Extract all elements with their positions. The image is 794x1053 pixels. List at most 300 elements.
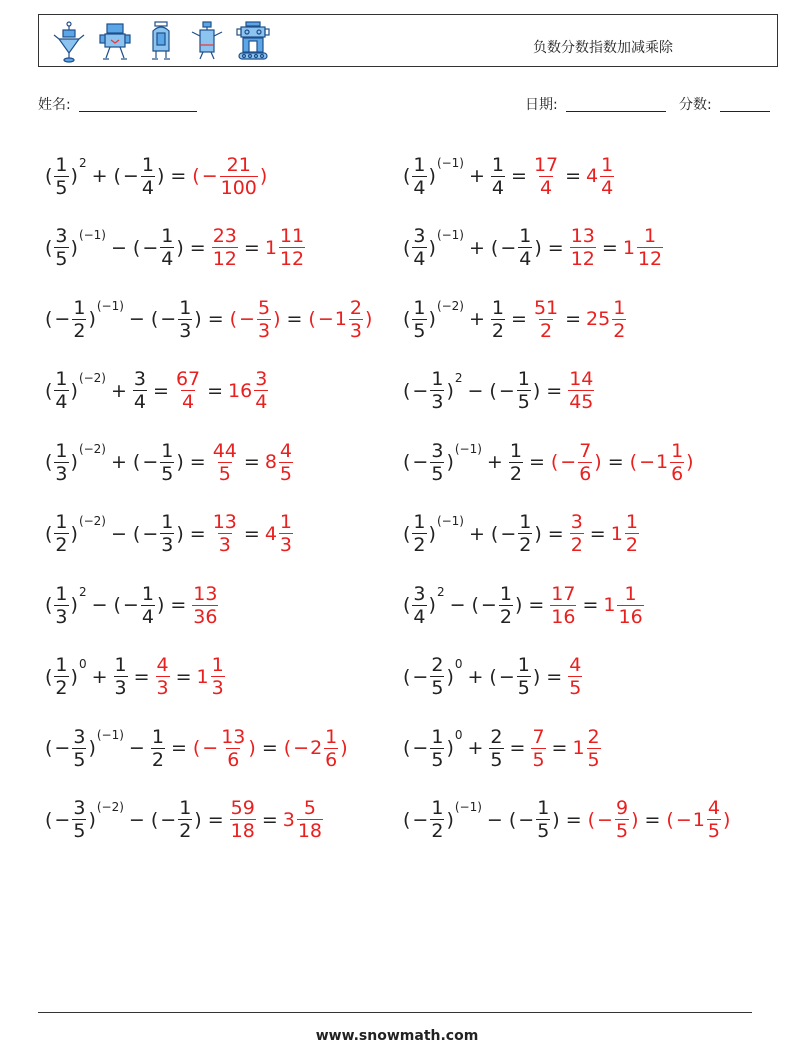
base-term — [132, 440, 185, 485]
denominator: 4 — [181, 391, 195, 413]
paren-close: ) — [70, 236, 78, 259]
denominator: 2 — [55, 534, 68, 556]
paren-close: ) — [248, 737, 256, 759]
operator: − — [111, 522, 127, 545]
denominator: 2 — [179, 820, 192, 842]
fraction-term — [490, 154, 506, 199]
base-term — [402, 654, 455, 699]
robot-icon-3 — [141, 19, 181, 63]
denominator: 5 — [431, 462, 444, 485]
problem-5 — [44, 289, 373, 349]
denominator: 5 — [490, 748, 503, 771]
operator: + — [111, 379, 127, 402]
operator: = — [175, 665, 192, 688]
fraction — [587, 726, 601, 771]
denominator: 3 — [279, 534, 292, 556]
answer-term — [623, 225, 664, 270]
denominator: 6 — [325, 748, 338, 771]
operator: = — [207, 379, 224, 402]
minus-sign: − — [122, 165, 139, 187]
paren-close: ) — [534, 522, 542, 545]
paren-close: ) — [532, 665, 541, 688]
answer-term — [229, 297, 282, 342]
base-term — [508, 797, 561, 842]
operator: = — [207, 308, 224, 330]
answer-term — [587, 797, 640, 842]
minus-sign: − — [412, 808, 429, 831]
fraction — [192, 583, 218, 628]
answer-term — [572, 726, 601, 771]
denominator: 5 — [517, 677, 530, 699]
fraction — [533, 297, 559, 342]
operator: = — [528, 451, 545, 473]
problem-7 — [44, 361, 269, 421]
fraction — [570, 511, 584, 556]
paren-open: ( — [45, 522, 53, 545]
denominator: 4 — [255, 391, 268, 413]
denominator: 5 — [707, 820, 720, 842]
paren-close: ) — [686, 451, 694, 473]
paren-close: ) — [446, 737, 454, 759]
numerator: 14 — [569, 368, 594, 390]
operator: = — [547, 522, 564, 545]
fraction — [54, 511, 68, 556]
paren-close: ) — [194, 808, 202, 831]
denominator: 6 — [671, 462, 684, 485]
exponent: 2 — [436, 585, 445, 599]
denominator: 12 — [279, 248, 305, 270]
numerator: 1 — [55, 439, 68, 462]
numerator: 4 — [707, 797, 720, 819]
denominator: 12 — [212, 248, 237, 270]
fraction — [279, 440, 293, 485]
paren-open: ( — [45, 379, 53, 402]
answer-term — [665, 797, 731, 842]
paren-close: ) — [88, 308, 96, 330]
denominator: 4 — [161, 248, 174, 270]
denominator: 2 — [509, 462, 522, 485]
paren-open: ( — [471, 594, 479, 616]
minus-sign: − — [54, 808, 71, 831]
fraction — [430, 726, 444, 771]
denominator: 5 — [279, 462, 292, 485]
denominator: 3 — [349, 319, 362, 342]
minus-sign: − — [498, 379, 515, 402]
numerator: 1 — [643, 225, 657, 247]
minus-sign: − — [412, 737, 429, 759]
exponent: (−2) — [78, 513, 106, 528]
denominator: 2 — [151, 748, 164, 771]
answer-term — [211, 440, 239, 485]
operator: = — [511, 308, 527, 330]
minus-sign: − — [142, 236, 159, 259]
base-term — [44, 297, 97, 342]
denominator: 5 — [55, 176, 68, 199]
whole-number: 16 — [228, 379, 253, 402]
base-term — [402, 511, 437, 556]
numerator: 4 — [279, 439, 292, 462]
operator: = — [582, 594, 599, 616]
answer-term — [603, 583, 644, 628]
answer-term — [211, 511, 239, 556]
base-term — [402, 440, 455, 485]
answer-term — [265, 225, 306, 270]
numerator: 1 — [509, 439, 522, 462]
numerator: 51 — [533, 296, 559, 319]
denominator: 18 — [297, 820, 323, 842]
paren-open: ( — [132, 522, 141, 545]
fraction — [212, 225, 238, 270]
numerator: 1 — [431, 725, 444, 748]
numerator: 1 — [114, 654, 127, 676]
exponent: (−2) — [96, 799, 124, 814]
numerator: 1 — [519, 225, 532, 247]
fraction — [72, 797, 86, 842]
paren-open: ( — [192, 737, 201, 759]
minus-sign: − — [293, 737, 310, 759]
minus-sign: − — [412, 451, 429, 473]
exponent: 0 — [454, 656, 463, 671]
denominator: 2 — [73, 319, 86, 342]
fraction — [54, 368, 68, 413]
fraction-term — [488, 726, 504, 771]
base-term — [44, 654, 79, 699]
paren-open: ( — [132, 451, 141, 473]
denominator: 4 — [141, 605, 154, 628]
paren-close: ) — [428, 594, 436, 616]
problem-11 — [44, 504, 294, 564]
paren-open: ( — [45, 737, 53, 759]
fraction — [230, 797, 256, 842]
numerator: 2 — [349, 296, 362, 319]
paren-open: ( — [308, 308, 316, 330]
minus-sign: − — [500, 522, 517, 545]
operator: + — [467, 665, 484, 688]
answer-term — [192, 726, 257, 771]
base-term — [44, 726, 97, 771]
score-label: 分数: — [679, 97, 712, 113]
whole-number: 1 — [603, 594, 616, 616]
paren-close: ) — [273, 308, 281, 330]
fraction — [412, 154, 426, 199]
problem-14 — [402, 575, 645, 635]
paren-open: ( — [403, 665, 411, 688]
fraction-term — [490, 297, 506, 342]
whole-number: 1 — [572, 737, 585, 759]
numerator: 1 — [179, 797, 192, 819]
base-term — [113, 154, 166, 199]
exponent: (−1) — [96, 728, 124, 742]
numerator: 1 — [325, 725, 338, 748]
operator: = — [153, 379, 169, 402]
operator: = — [511, 165, 527, 187]
problem-13 — [44, 575, 219, 635]
fraction — [160, 440, 174, 485]
fraction — [518, 225, 532, 270]
paren-open: ( — [403, 236, 411, 259]
paren-open: ( — [45, 236, 53, 259]
denominator: 4 — [141, 176, 154, 199]
fraction — [533, 154, 559, 199]
denominator: 45 — [569, 391, 594, 413]
minus-sign: − — [597, 808, 613, 831]
operator: − — [128, 308, 145, 330]
numerator: 1 — [55, 582, 68, 605]
score-blank[interactable] — [720, 97, 770, 112]
base-term — [402, 583, 437, 628]
score-field[interactable] — [679, 94, 770, 114]
fraction — [517, 368, 531, 413]
paren-open: ( — [403, 451, 411, 473]
paren-close: ) — [88, 737, 96, 759]
fraction — [568, 368, 594, 413]
operator: = — [565, 308, 582, 330]
minus-sign: − — [412, 379, 429, 402]
paren-open: ( — [45, 451, 53, 473]
fraction — [568, 654, 582, 699]
header-box — [38, 14, 778, 67]
operator: = — [546, 665, 563, 688]
base-term — [44, 368, 79, 413]
fraction — [518, 511, 532, 556]
whole-number: 1 — [264, 236, 277, 259]
denominator: 5 — [431, 677, 444, 699]
numerator: 3 — [413, 582, 426, 605]
name-blank[interactable] — [79, 97, 197, 112]
paren-close: ) — [70, 451, 78, 473]
fraction — [151, 726, 165, 771]
denominator: 5 — [413, 319, 426, 342]
denominator: 12 — [637, 248, 663, 270]
paren-open: ( — [45, 594, 53, 616]
answer-term — [569, 225, 597, 270]
numerator: 4 — [569, 654, 582, 676]
numerator: 1 — [161, 225, 174, 247]
numerator: 17 — [533, 153, 559, 176]
answer-term — [307, 297, 373, 342]
base-term — [402, 797, 455, 842]
exponent: (−2) — [78, 370, 106, 385]
numerator: 1 — [55, 368, 68, 390]
denominator: 5 — [537, 820, 550, 842]
denominator: 5 — [73, 748, 86, 771]
paren-close: ) — [340, 737, 348, 759]
paren-open: ( — [490, 236, 499, 259]
answer-term — [532, 297, 560, 342]
base-term — [44, 511, 79, 556]
denominator: 2 — [55, 677, 68, 699]
minus-sign: − — [412, 665, 429, 688]
fraction — [489, 726, 503, 771]
paren-close: ) — [259, 165, 268, 187]
denominator: 3 — [114, 677, 127, 699]
whole-number: 8 — [264, 451, 277, 473]
numerator: 1 — [211, 654, 224, 676]
numerator: 1 — [73, 296, 86, 319]
numerator: 1 — [413, 511, 426, 533]
robot-icon-2 — [95, 19, 135, 63]
exponent: (−1) — [454, 799, 482, 814]
fraction — [430, 654, 444, 699]
numerator: 7 — [579, 439, 592, 462]
exponent: (−1) — [436, 513, 464, 528]
fraction — [133, 368, 147, 413]
minus-sign: − — [201, 165, 218, 187]
problem-19 — [44, 790, 324, 850]
denominator: 2 — [625, 534, 638, 556]
denominator: 5 — [431, 748, 444, 771]
paren-open: ( — [45, 308, 53, 330]
denominator: 6 — [579, 462, 592, 485]
operator: = — [565, 808, 582, 831]
denominator: 3 — [211, 677, 224, 699]
numerator: 67 — [175, 368, 201, 390]
fraction — [612, 297, 626, 342]
fraction — [54, 154, 68, 199]
minus-sign: − — [239, 308, 255, 330]
robot-icon-1 — [49, 19, 89, 63]
numerator: 7 — [532, 725, 545, 748]
answer-term — [197, 654, 226, 699]
whole-number: 1 — [334, 308, 347, 330]
whole-number: 2 — [310, 737, 323, 759]
minus-sign: − — [498, 665, 515, 688]
exponent: (−1) — [454, 442, 482, 456]
fraction — [430, 440, 444, 485]
fraction-term — [508, 440, 524, 485]
operator: + — [91, 665, 108, 688]
worksheet-title: 负数分数指数加减乘除 — [533, 40, 673, 56]
denominator: 5 — [587, 748, 600, 771]
paren-close: ) — [70, 594, 78, 616]
paren-open: ( — [490, 522, 499, 545]
answer-term — [530, 726, 546, 771]
denominator: 3 — [156, 677, 169, 699]
base-term — [402, 154, 437, 199]
denominator: 3 — [55, 605, 68, 628]
fraction — [412, 297, 426, 342]
denominator: 12 — [570, 248, 595, 270]
base-term — [44, 440, 79, 485]
base-term — [402, 225, 437, 270]
paren-close: ) — [176, 236, 184, 259]
paren-open: ( — [489, 665, 497, 688]
minus-sign: − — [160, 808, 177, 831]
paren-open: ( — [403, 522, 411, 545]
operator: = — [170, 594, 187, 616]
minus-sign: − — [675, 808, 692, 831]
numerator: 1 — [141, 582, 154, 605]
denominator: 5 — [73, 820, 86, 842]
problem-9 — [44, 432, 294, 492]
operator: = — [133, 665, 150, 688]
numerator: 1 — [413, 296, 426, 319]
paren-open: ( — [666, 808, 674, 831]
exponent: 2 — [454, 370, 463, 385]
answer-term — [228, 368, 269, 413]
answer-term — [191, 154, 268, 199]
fraction — [114, 654, 128, 699]
problem-18 — [402, 718, 602, 778]
fraction — [279, 225, 305, 270]
fraction — [160, 225, 174, 270]
minus-sign: − — [317, 308, 334, 330]
numerator: 13 — [212, 511, 237, 533]
problem-16 — [402, 647, 583, 707]
paren-close: ) — [364, 308, 373, 330]
fraction — [212, 440, 238, 485]
operator: + — [91, 165, 108, 187]
operator: = — [243, 451, 260, 473]
operator: = — [189, 451, 206, 473]
numerator: 1 — [491, 153, 505, 176]
whole-number: 4 — [264, 522, 277, 545]
fraction — [509, 440, 523, 485]
paren-close: ) — [594, 451, 602, 473]
minus-sign: − — [54, 737, 71, 759]
whole-number: 25 — [586, 308, 611, 330]
problem-1 — [44, 146, 268, 206]
footer-site: www.snowmath.com — [315, 1028, 479, 1044]
fraction — [491, 297, 505, 342]
numerator: 44 — [212, 439, 237, 462]
minus-sign: − — [560, 451, 577, 473]
whole-number: 3 — [282, 808, 295, 831]
numerator: 3 — [133, 368, 147, 390]
paren-open: ( — [150, 308, 159, 330]
numerator: 3 — [55, 225, 68, 247]
numerator: 21 — [226, 153, 251, 176]
operator: = — [189, 522, 206, 545]
fraction — [220, 726, 246, 771]
operator: + — [486, 451, 503, 473]
fraction — [600, 154, 614, 199]
numerator: 3 — [73, 797, 86, 819]
paren-close: ) — [552, 808, 560, 831]
denominator: 2 — [519, 534, 532, 556]
problem-15 — [44, 647, 226, 707]
denominator: 100 — [220, 176, 257, 199]
paren-close: ) — [722, 808, 731, 831]
fraction — [297, 797, 323, 842]
paren-close: ) — [428, 165, 436, 187]
numerator: 1 — [491, 296, 505, 319]
name-field[interactable] — [38, 94, 197, 114]
problem-4 — [402, 218, 664, 278]
problem-17 — [44, 718, 349, 778]
fraction-term — [113, 654, 129, 699]
date-field[interactable] — [525, 94, 666, 114]
base-term — [150, 297, 203, 342]
fraction — [324, 726, 338, 771]
operator: + — [469, 522, 485, 545]
paren-open: ( — [132, 236, 141, 259]
denominator: 3 — [218, 534, 231, 556]
paren-open: ( — [403, 808, 411, 831]
answer-term — [191, 583, 219, 628]
answer-term — [155, 654, 171, 699]
paren-close: ) — [532, 379, 541, 402]
paren-open: ( — [629, 451, 638, 473]
operator: − — [467, 379, 484, 402]
fraction — [517, 654, 531, 699]
denominator: 2 — [539, 319, 553, 342]
paren-close: ) — [446, 451, 454, 473]
paren-open: ( — [403, 737, 411, 759]
paren-close: ) — [428, 236, 436, 259]
paren-close: ) — [70, 665, 78, 688]
date-blank[interactable] — [566, 97, 666, 112]
